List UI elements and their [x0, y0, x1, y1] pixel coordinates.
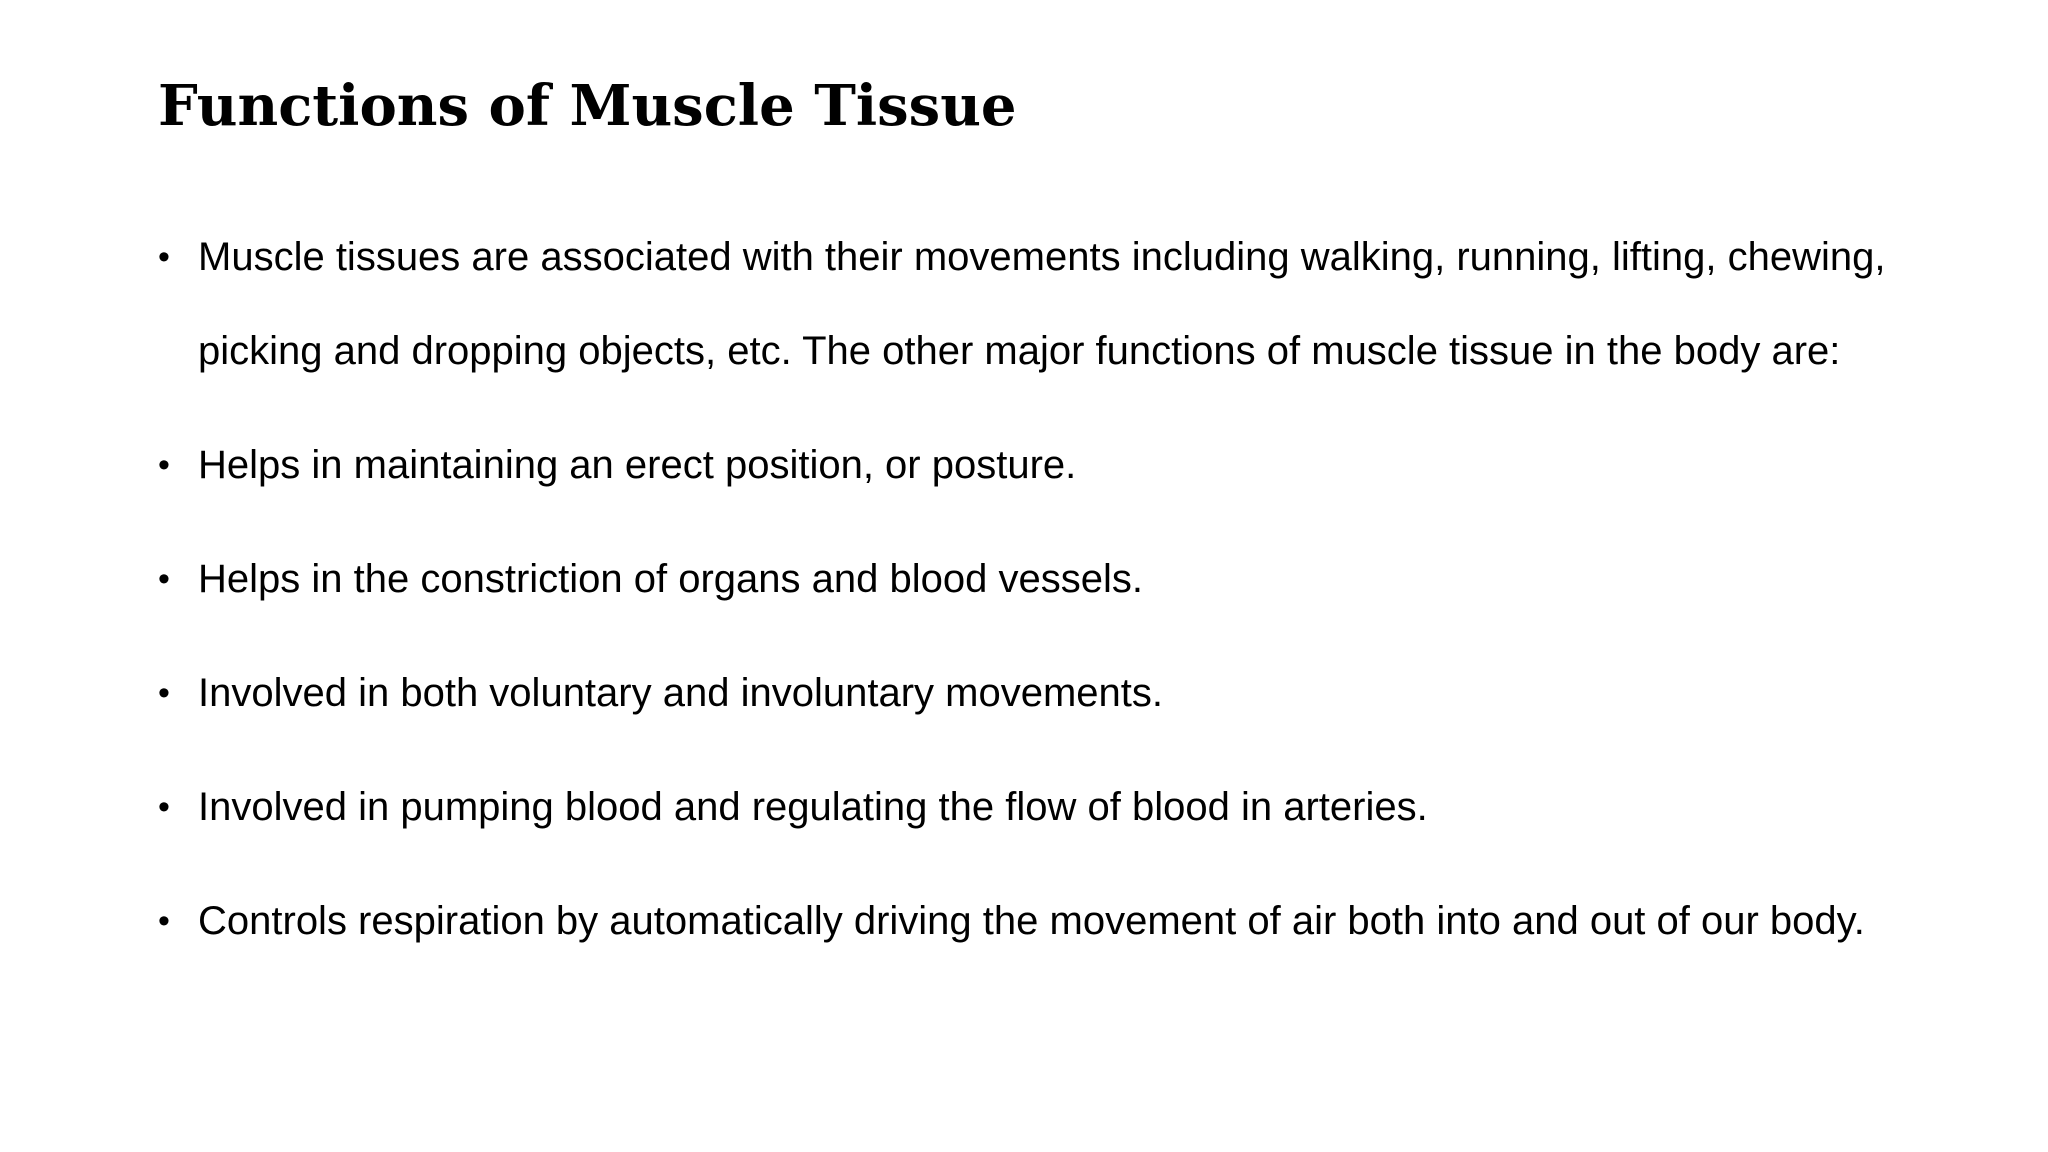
bullet-icon: •	[158, 788, 170, 826]
bullet-icon: •	[158, 902, 170, 940]
bullet-item	[158, 874, 1938, 968]
bullet-item	[158, 210, 1938, 398]
bullet-item	[158, 532, 1938, 626]
bullet-icon: •	[158, 674, 170, 712]
bullet-item	[158, 760, 1938, 854]
bullet-text: Helps in the constriction of organs and blood vessels.	[198, 557, 1143, 601]
bullet-text: Involved in pumping blood and regulating the flow of blood in arteries.	[198, 785, 1428, 829]
bullet-text: Involved in both voluntary and involuntary movements.	[198, 671, 1163, 715]
bullet-icon: •	[158, 446, 170, 484]
bullet-icon: •	[158, 238, 170, 276]
bullet-text: Muscle tissues are associated with their movements including walking, running, lifting, chewing, picking and dropping objects, etc. The other major functions of muscle tissue in the body are:	[198, 235, 1886, 373]
bullet-icon: •	[158, 560, 170, 598]
bullet-text: Controls respiration by automatically driving the movement of air both into and out of our body.	[198, 899, 1865, 943]
slide-title: Functions of Muscle Tissue	[158, 73, 1017, 139]
bullet-item	[158, 418, 1938, 512]
bullet-list	[158, 210, 1938, 988]
bullet-item	[158, 646, 1938, 740]
bullet-text: Helps in maintaining an erect position, or posture.	[198, 443, 1077, 487]
